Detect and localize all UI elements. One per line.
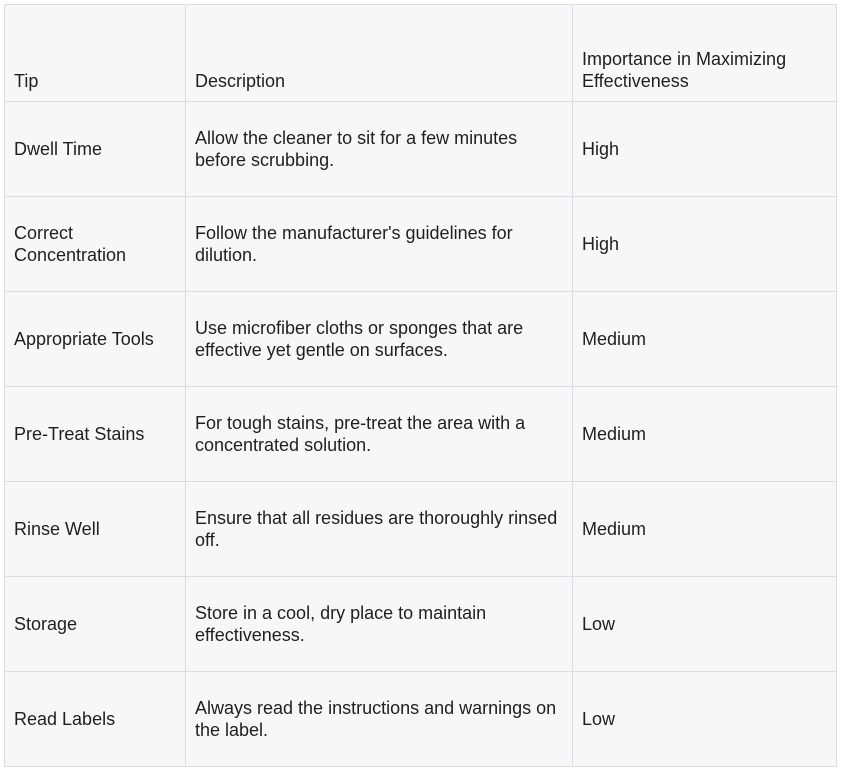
cell-tip: Storage — [5, 577, 186, 672]
header-importance: Importance in Maximizing Effectiveness — [573, 5, 837, 102]
cell-importance: Low — [573, 672, 837, 767]
cell-description: Store in a cool, dry place to maintain effectiveness. — [186, 577, 573, 672]
cell-description: Follow the manufacturer's guidelines for dilution. — [186, 197, 573, 292]
table-row — [5, 102, 837, 197]
cell-importance: Medium — [573, 292, 837, 387]
tips-table — [4, 4, 837, 767]
header-description: Description — [186, 5, 573, 102]
cell-tip: Dwell Time — [5, 102, 186, 197]
tips-table-container — [4, 4, 836, 767]
cell-importance: High — [573, 197, 837, 292]
table-row — [5, 292, 837, 387]
cell-tip: Rinse Well — [5, 482, 186, 577]
cell-tip: Correct Concentration — [5, 197, 186, 292]
cell-description: For tough stains, pre-treat the area with a concentrated solution. — [186, 387, 573, 482]
cell-description: Always read the instructions and warnings on the label. — [186, 672, 573, 767]
cell-description: Ensure that all residues are thoroughly rinsed off. — [186, 482, 573, 577]
cell-tip: Pre-Treat Stains — [5, 387, 186, 482]
cell-importance: Medium — [573, 387, 837, 482]
table-row — [5, 672, 837, 767]
header-row — [5, 5, 837, 102]
cell-description: Allow the cleaner to sit for a few minutes before scrubbing. — [186, 102, 573, 197]
header-tip: Tip — [5, 5, 186, 102]
cell-importance: Medium — [573, 482, 837, 577]
table-row — [5, 577, 837, 672]
table-row — [5, 387, 837, 482]
cell-description: Use microfiber cloths or sponges that are effective yet gentle on surfaces. — [186, 292, 573, 387]
table-row — [5, 197, 837, 292]
cell-tip: Appropriate Tools — [5, 292, 186, 387]
cell-importance: High — [573, 102, 837, 197]
table-row — [5, 482, 837, 577]
cell-importance: Low — [573, 577, 837, 672]
cell-tip: Read Labels — [5, 672, 186, 767]
